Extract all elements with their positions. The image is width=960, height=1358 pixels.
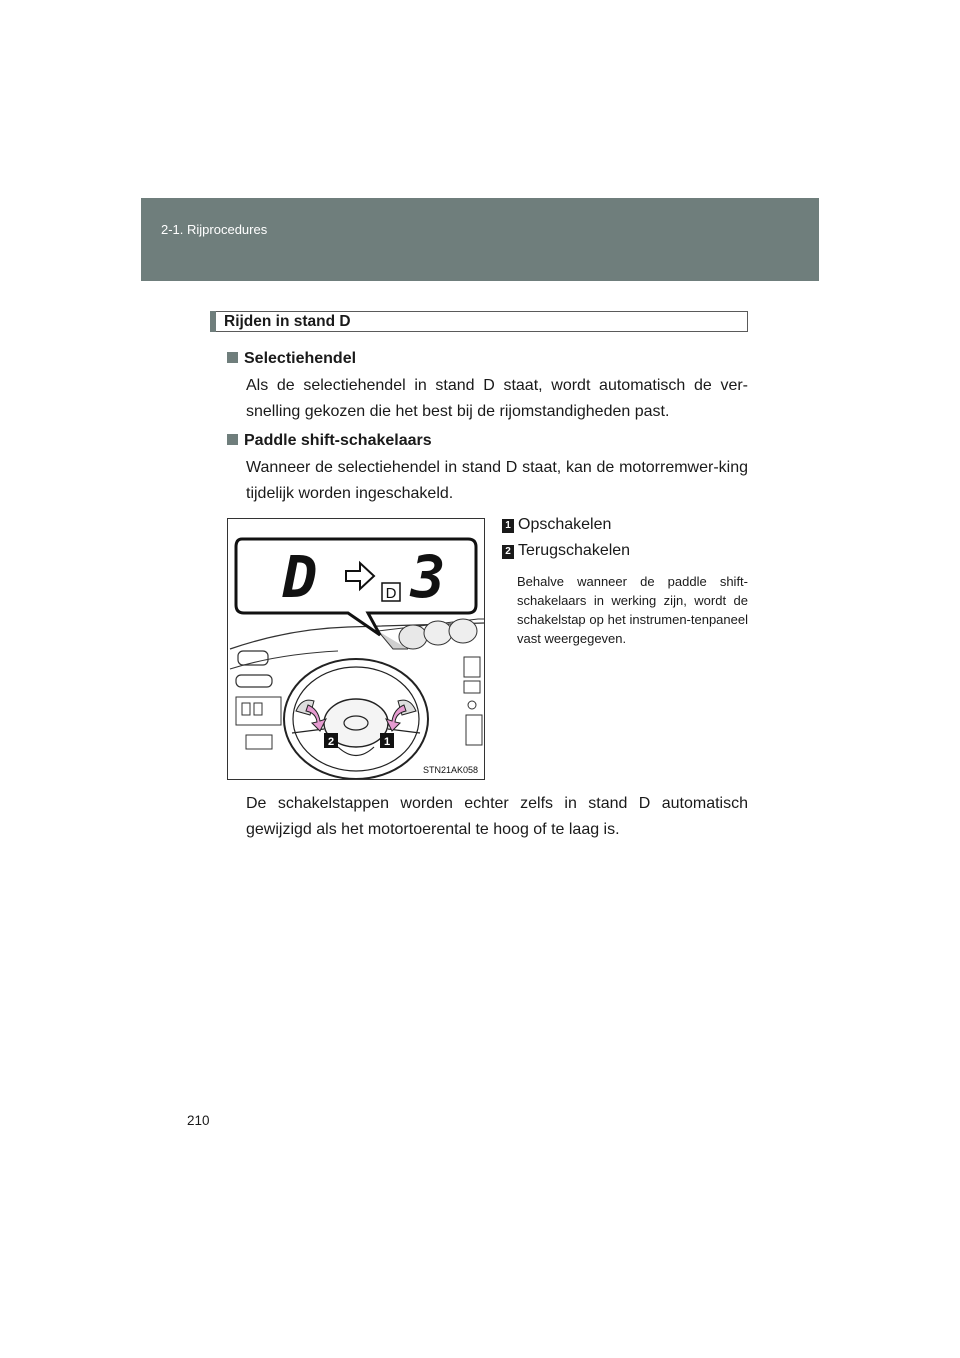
legend-item-downshift <box>502 542 630 560</box>
steering-wheel-illustration <box>228 519 484 779</box>
closing-paragraph: De schakelstappen worden echter zelfs in stand D automatisch gewijzigd als het motortoerental te hoog of te laag is. <box>246 795 748 838</box>
legend-label-downshift: Terugschakelen <box>518 542 631 559</box>
section-title-box <box>210 311 748 332</box>
legend-label-upshift: Opschakelen <box>518 516 612 533</box>
figure-note: Behalve wanneer de paddle shift-schakelaars in werking zijn, wordt de schakelstap op het instrumen-tenpaneel vast weergegeven. <box>517 574 748 646</box>
paddle-heading-text: Paddle shift-schakelaars <box>244 432 432 449</box>
legend-number-2: 2 <box>502 545 514 559</box>
bullet-square-icon <box>227 352 238 363</box>
paddle-heading <box>227 432 432 450</box>
section-title-bar <box>210 311 216 332</box>
display-gear-from: D <box>282 543 318 611</box>
page-number: 210 <box>187 1113 210 1128</box>
callout-1-label: 1 <box>383 736 391 748</box>
section-title: Rijden in stand D <box>224 313 351 330</box>
selector-heading <box>227 350 356 368</box>
header-band <box>141 198 819 281</box>
display-gear-to: 3 <box>410 543 446 611</box>
paddle-body: Wanneer de selectiehendel in stand D staat, kan de motorremwer-king tijdelijk worden ingeschakeld. <box>246 459 748 502</box>
selector-body: Als de selectiehendel in stand D staat, wordt automatisch de ver-snelling gekozen die het best bij de rijomstandigheden past. <box>246 377 748 420</box>
bullet-square-icon <box>227 434 238 445</box>
callout-2-label: 2 <box>327 736 335 748</box>
selector-heading-text: Selectiehendel <box>244 350 357 367</box>
legend-number-1: 1 <box>502 519 514 533</box>
legend-item-upshift <box>502 516 611 534</box>
display-mode-indicator: D <box>385 585 397 602</box>
figure-code: STN21AK058 <box>422 765 478 775</box>
steering-wheel-figure <box>227 518 485 780</box>
chapter-title: 2-1. Rijprocedures <box>161 222 268 237</box>
